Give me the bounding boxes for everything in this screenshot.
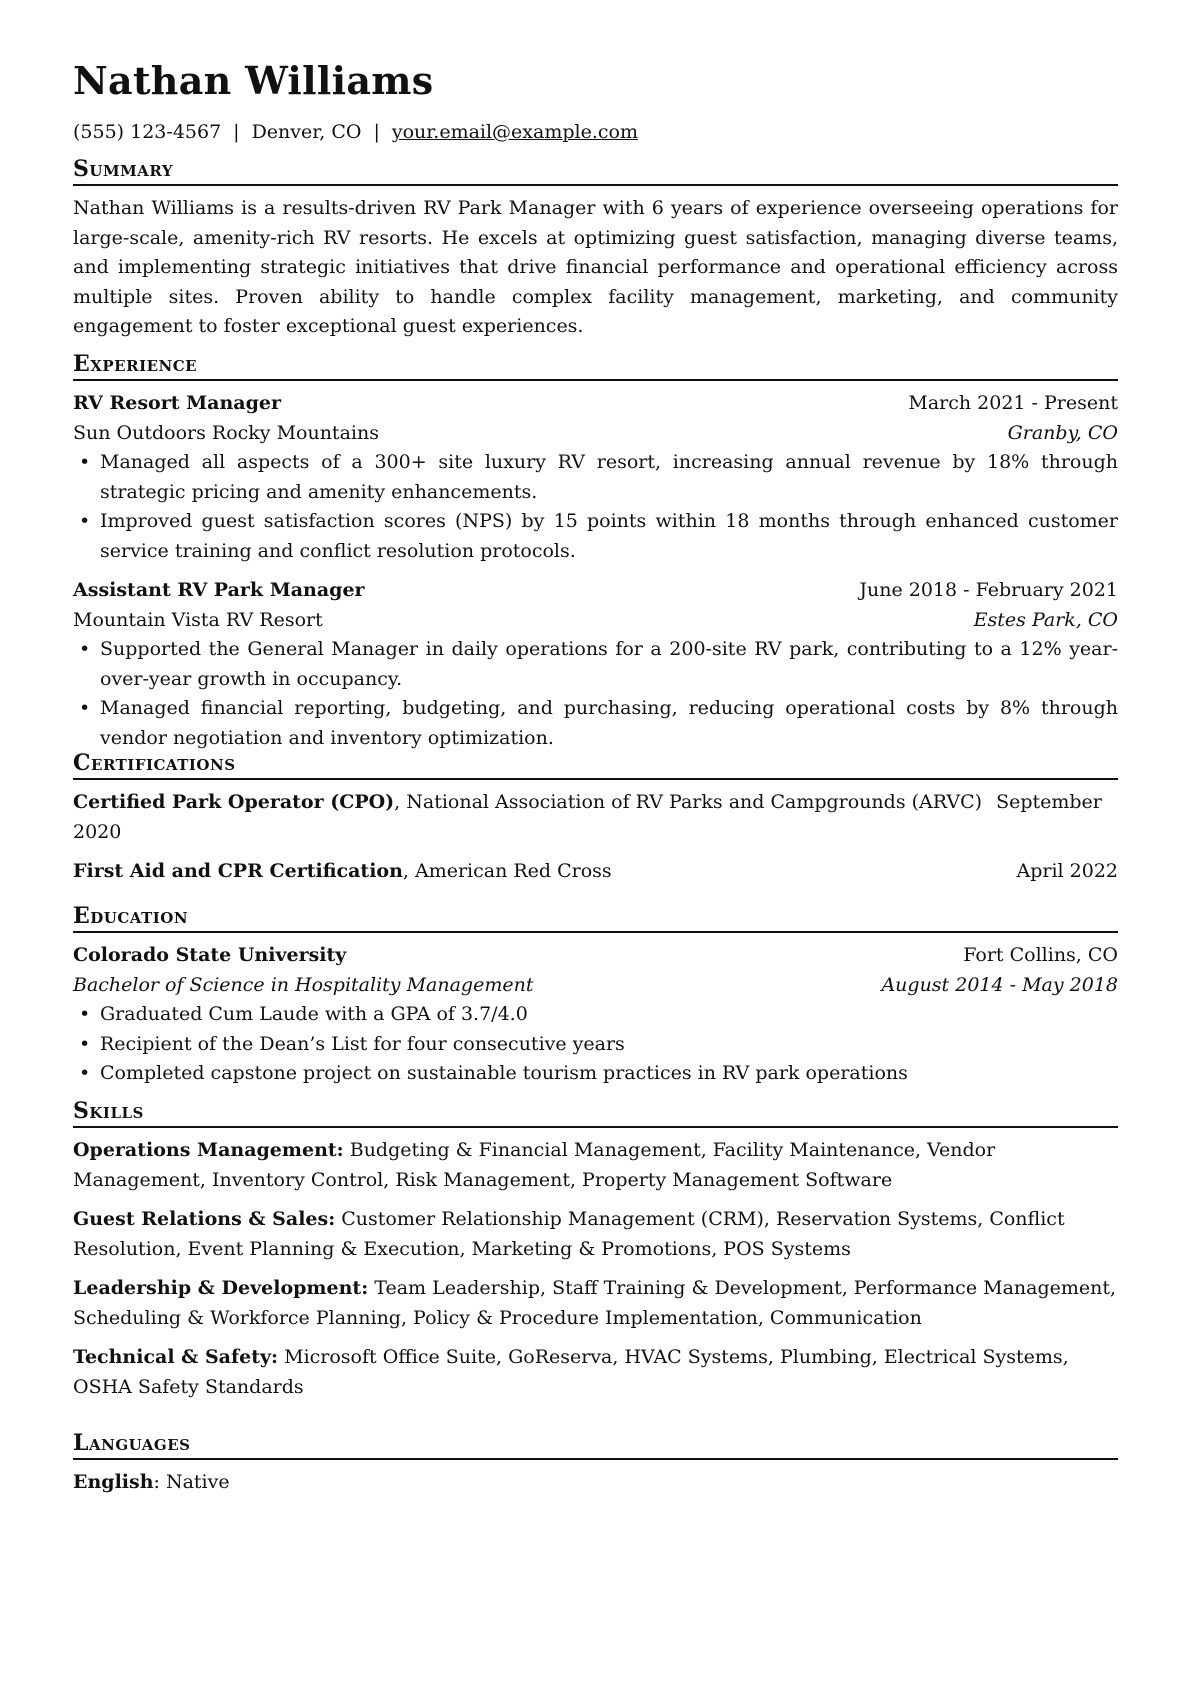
list-item: • Managed financial reporting, budgeting, and purchasing, reducing operational costs by 8% through vendor negotiation and inventory optimization.	[73, 694, 1118, 753]
section-title: Experience	[73, 351, 1118, 381]
job-role: Assistant RV Park Manager	[73, 579, 365, 601]
job-dates: March 2021 - Present	[908, 392, 1118, 414]
job-company: Mountain Vista RV Resort	[73, 608, 323, 631]
section-title: Education	[73, 903, 1118, 933]
list-item: • Supported the General Manager in daily operations for a 200-site RV park, contributing to a 12% year-over-year growth in occupancy.	[73, 635, 1118, 694]
list-item: • Completed capstone project on sustainable tourism practices in RV park operations	[73, 1059, 1118, 1089]
certification-name: First Aid and CPR Certification	[73, 860, 403, 882]
list-item: • Improved guest satisfaction scores (NPS) by 15 points within 18 months through enhanced customer service training and conflict resolution protocols.	[73, 507, 1118, 566]
skill-label: Leadership & Development:	[73, 1277, 369, 1299]
section-title: Certifications	[73, 750, 1118, 780]
language-name: English	[73, 1471, 154, 1493]
skill-group	[73, 1343, 1118, 1402]
certification-issuer: , National Association of RV Parks and Campgrounds (ARVC)	[394, 791, 983, 813]
contact-line	[73, 121, 638, 143]
job-dates: June 2018 - February 2021	[859, 579, 1118, 601]
job-location: Estes Park, CO	[973, 608, 1118, 631]
certification-entry	[73, 857, 1118, 887]
skill-items: Microsoft Office Suite, GoReserva, HVAC Systems, Plumbing, Electrical Systems, OSHA Safety Standards	[73, 1346, 1069, 1398]
job-role: RV Resort Manager	[73, 392, 281, 414]
separator: |	[373, 121, 380, 143]
education-section	[73, 903, 1118, 1089]
skill-label: Operations Management:	[73, 1139, 344, 1161]
school-location: Fort Collins, CO	[963, 944, 1118, 966]
certification-date: April 2022	[1016, 860, 1118, 882]
separator: |	[233, 121, 240, 143]
location: Denver, CO	[251, 121, 362, 143]
skill-group	[73, 1274, 1118, 1333]
education-entry	[73, 941, 1118, 1089]
summary-text: Nathan Williams is a results-driven RV Park Manager with 6 years of experience overseeing operations for large-scale, amenity-rich RV resorts. He excels at optimizing guest satisfaction, managing diverse teams, and implementing strategic initiatives that drive financial performance and operational efficiency across multiple sites. Proven ability to handle complex facility management, marketing, and community engagement to foster exceptional guest experiences.	[73, 197, 1118, 337]
certification-entry	[73, 788, 1118, 847]
job-subheader	[73, 419, 1118, 449]
education-header	[73, 941, 1118, 971]
phone: (555) 123-4567	[73, 121, 222, 143]
job-header	[73, 576, 1118, 606]
section-title: Skills	[73, 1098, 1118, 1128]
skills-section	[73, 1098, 1118, 1402]
list-item: • Managed all aspects of a 300+ site luxury RV resort, increasing annual revenue by 18% through strategic pricing and amenity enhancements.	[73, 448, 1118, 507]
skill-group	[73, 1136, 1118, 1195]
education-bullets	[73, 1000, 1118, 1089]
certifications-section	[73, 750, 1118, 887]
job-entry	[73, 576, 1118, 753]
job-location: Granby, CO	[1007, 421, 1118, 444]
language-level: : Native	[153, 1471, 230, 1493]
job-entry	[73, 389, 1118, 566]
degree: Bachelor of Science in Hospitality Management	[73, 973, 534, 996]
education-subheader	[73, 971, 1118, 1001]
list-item: • Recipient of the Dean’s List for four consecutive years	[73, 1030, 1118, 1060]
section-title: Summary	[73, 156, 1118, 186]
certification-date: September 2020	[73, 791, 1102, 843]
job-header	[73, 389, 1118, 419]
job-company: Sun Outdoors Rocky Mountains	[73, 421, 379, 444]
skill-items: Team Leadership, Staff Training & Development, Performance Management, Scheduling & Workforce Planning, Policy & Procedure Implementation, Communication	[73, 1277, 1117, 1329]
section-title: Languages	[73, 1430, 1118, 1460]
skill-label: Technical & Safety:	[73, 1346, 279, 1368]
list-item: • Graduated Cum Laude with a GPA of 3.7/4.0	[73, 1000, 1118, 1030]
skill-group	[73, 1205, 1118, 1264]
summary-section	[73, 156, 1118, 342]
school-name: Colorado State University	[73, 944, 347, 966]
language-entry	[73, 1468, 1118, 1498]
languages-section	[73, 1430, 1118, 1498]
skill-items: Customer Relationship Management (CRM), Reservation Systems, Conflict Resolution, Event Planning & Execution, Marketing & Promotions, POS Systems	[73, 1208, 1065, 1260]
skill-items: Budgeting & Financial Management, Facility Maintenance, Vendor Management, Inventory Control, Risk Management, Property Management Software	[73, 1139, 996, 1191]
skill-label: Guest Relations & Sales:	[73, 1208, 336, 1230]
experience-section	[73, 351, 1118, 753]
job-bullets	[73, 635, 1118, 753]
certification-name: Certified Park Operator (CPO)	[73, 791, 395, 813]
job-bullets	[73, 448, 1118, 566]
candidate-name: Nathan Williams	[73, 58, 434, 103]
education-dates: August 2014 - May 2018	[881, 973, 1118, 996]
email-link[interactable]: your.email@example.com	[391, 121, 638, 143]
job-subheader	[73, 606, 1118, 636]
certification-issuer: , American Red Cross	[402, 860, 612, 882]
